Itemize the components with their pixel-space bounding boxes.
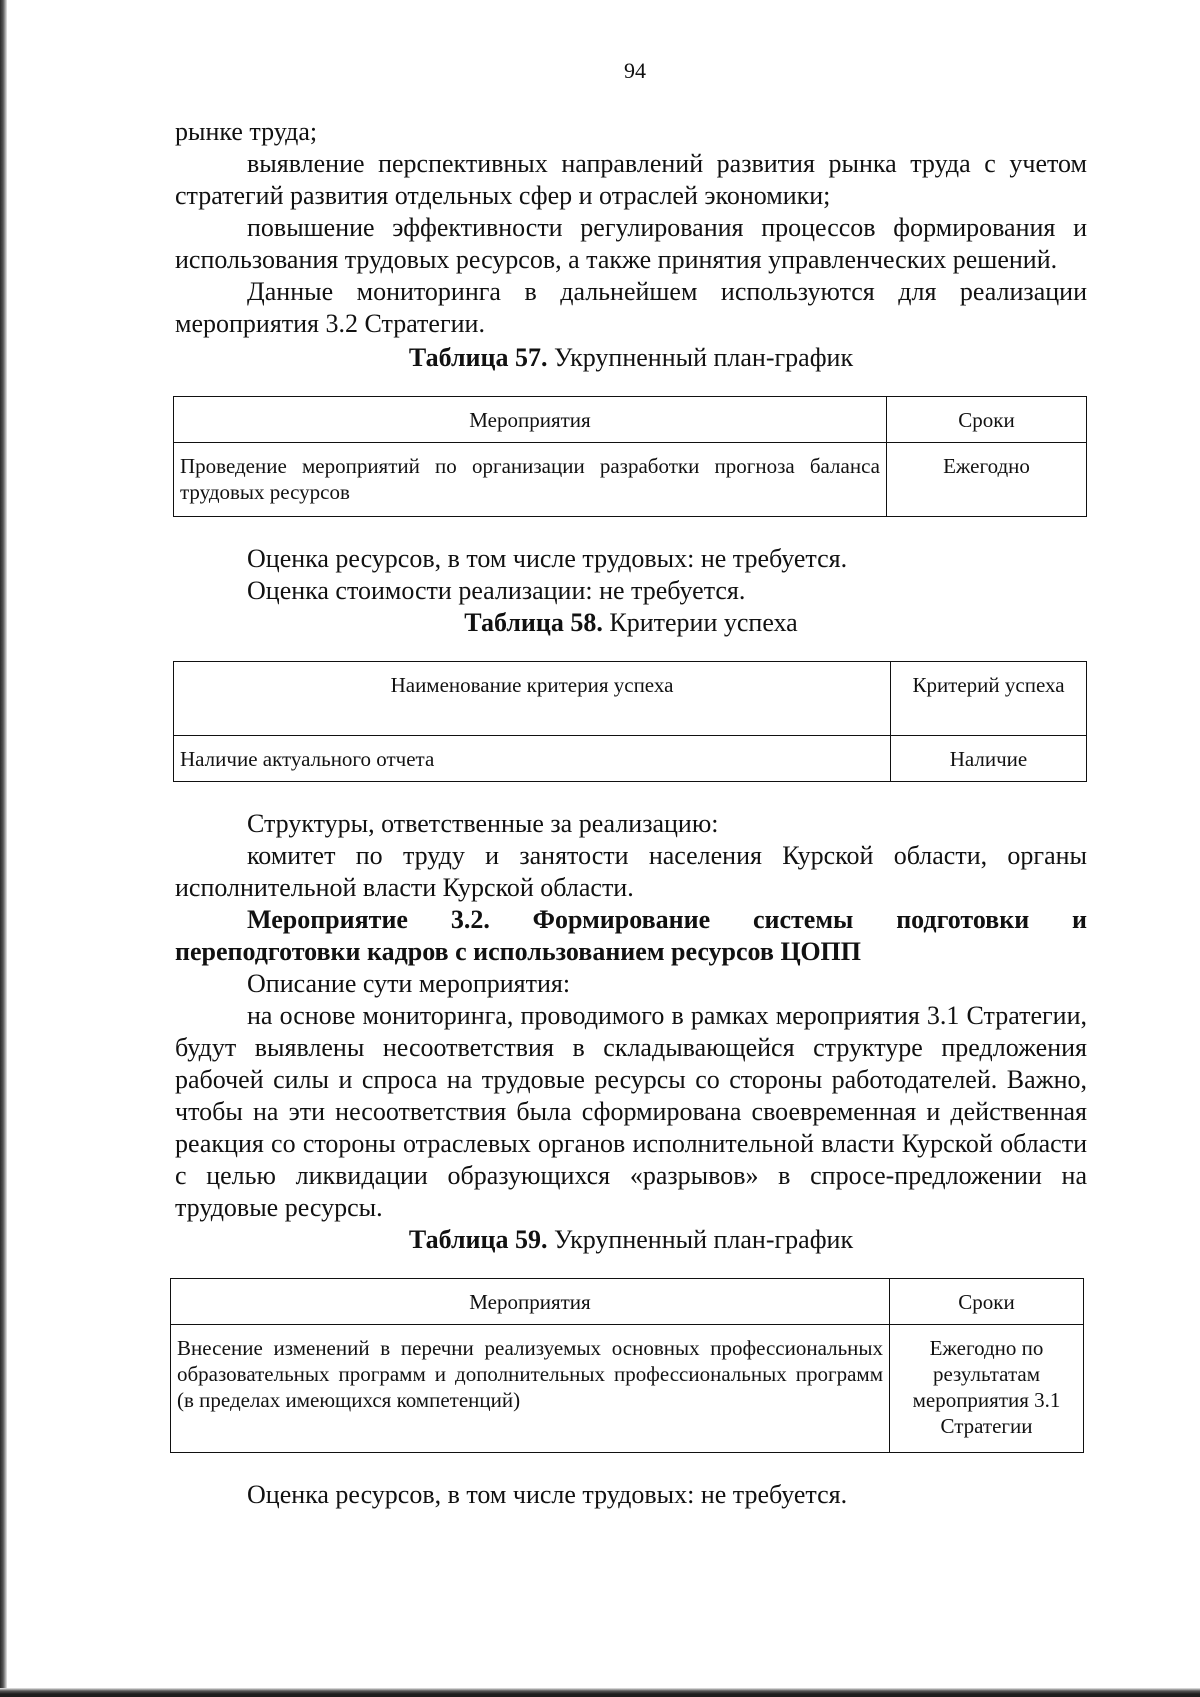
table58-cell-criterion-name: Наличие актуального отчета — [174, 736, 891, 782]
paragraph-continuation: рынке труда; — [175, 117, 318, 146]
table57 — [173, 396, 1087, 517]
table57-caption-title: Укрупненный план-график — [547, 343, 854, 372]
table59-header-deadlines: Сроки — [890, 1279, 1084, 1325]
table58-caption-number: Таблица 58. — [464, 608, 603, 637]
paragraph-cost-estimate-57: Оценка стоимости реализации: не требуется. — [247, 576, 746, 605]
paragraph-description-label: Описание сути мероприятия: — [247, 969, 571, 998]
table58-header-criterion: Критерий успеха — [891, 662, 1087, 736]
table57-caption-number: Таблица 57. — [408, 343, 548, 372]
table59-header-row — [171, 1279, 1084, 1325]
table59-caption-title: Укрупненный план-график — [547, 1225, 854, 1254]
table59-cell-event: Внесение изменений в перечни реализуемых основных профессиональных образовательных программ и дополнительных профессиональных программ (в пределах имеющихся компетенций) — [171, 1325, 890, 1453]
table58-caption — [175, 607, 1087, 639]
table-row — [171, 1325, 1084, 1453]
page-number: 94 — [624, 58, 646, 83]
scan-edge-left — [0, 0, 7, 1697]
paragraph-description-text: на основе мониторинга, проводимого в рамках мероприятия 3.1 Стратегии, будут выявлены несоответствия в складывающейся структуре предложения рабочей силы и спроса на трудовые ресурсы со стороны работодателей. Важно, чтобы на эти несоответствия была сформирована своевременная и действенная реакция со стороны отраслевых органов исполнительной власти Курской области с целью ликвидации образующихся «разрывов» в спросе-предложении на трудовые ресурсы. — [175, 1001, 1087, 1222]
scan-edge-bottom — [0, 1688, 1200, 1697]
table59-caption — [175, 1224, 1087, 1256]
table58-cell-criterion: Наличие — [891, 736, 1087, 782]
paragraph-resource-estimate-57: Оценка ресурсов, в том числе трудовых: не требуется. — [247, 544, 848, 573]
table58-header-criterion-name: Наименование критерия успеха — [174, 662, 891, 736]
paragraph-efficiency: повышение эффективности регулирования процессов формирования и использования трудовых ресурсов, а также принятия управленческих решений. — [175, 213, 1087, 274]
table57-cell-event: Проведение мероприятий по организации разработки прогноза баланса трудовых ресурсов — [174, 443, 887, 517]
paragraph-monitoring-data: Данные мониторинга в дальнейшем используются для реализации мероприятия 3.2 Стратегии. — [175, 277, 1087, 338]
table-row — [174, 443, 1087, 517]
table57-header-events: Мероприятия — [174, 397, 887, 443]
table57-header-row — [174, 397, 1087, 443]
paragraph-responsible-label: Структуры, ответственные за реализацию: — [247, 809, 719, 838]
table57-header-deadlines: Сроки — [887, 397, 1087, 443]
table57-cell-deadline: Ежегодно — [887, 443, 1087, 517]
table58-header-row — [174, 662, 1087, 736]
paragraph-responsible-text: комитет по труду и занятости населения Курской области, органы исполнительной власти Курской области. — [175, 841, 1087, 902]
table59-cell-deadline: Ежегодно по результатам мероприятия 3.1 Стратегии — [890, 1325, 1084, 1453]
table59-caption-number: Таблица 59. — [408, 1225, 548, 1254]
table59 — [170, 1278, 1084, 1453]
paragraph-identify-directions: выявление перспективных направлений развития рынка труда с учетом стратегий развития отдельных сфер и отраслей экономики; — [175, 149, 1087, 210]
section-heading-event-3-2: Мероприятие 3.2. Формирование системы подготовки и переподготовки кадров с использованием ресурсов ЦОПП — [175, 905, 1087, 966]
document-body — [175, 116, 1087, 1511]
table-row — [174, 736, 1087, 782]
table58 — [173, 661, 1087, 782]
table57-caption — [175, 342, 1087, 374]
table58-caption-title: Критерии успеха — [602, 608, 798, 637]
paragraph-resource-estimate-59: Оценка ресурсов, в том числе трудовых: не требуется. — [247, 1480, 848, 1509]
table59-header-events: Мероприятия — [171, 1279, 890, 1325]
